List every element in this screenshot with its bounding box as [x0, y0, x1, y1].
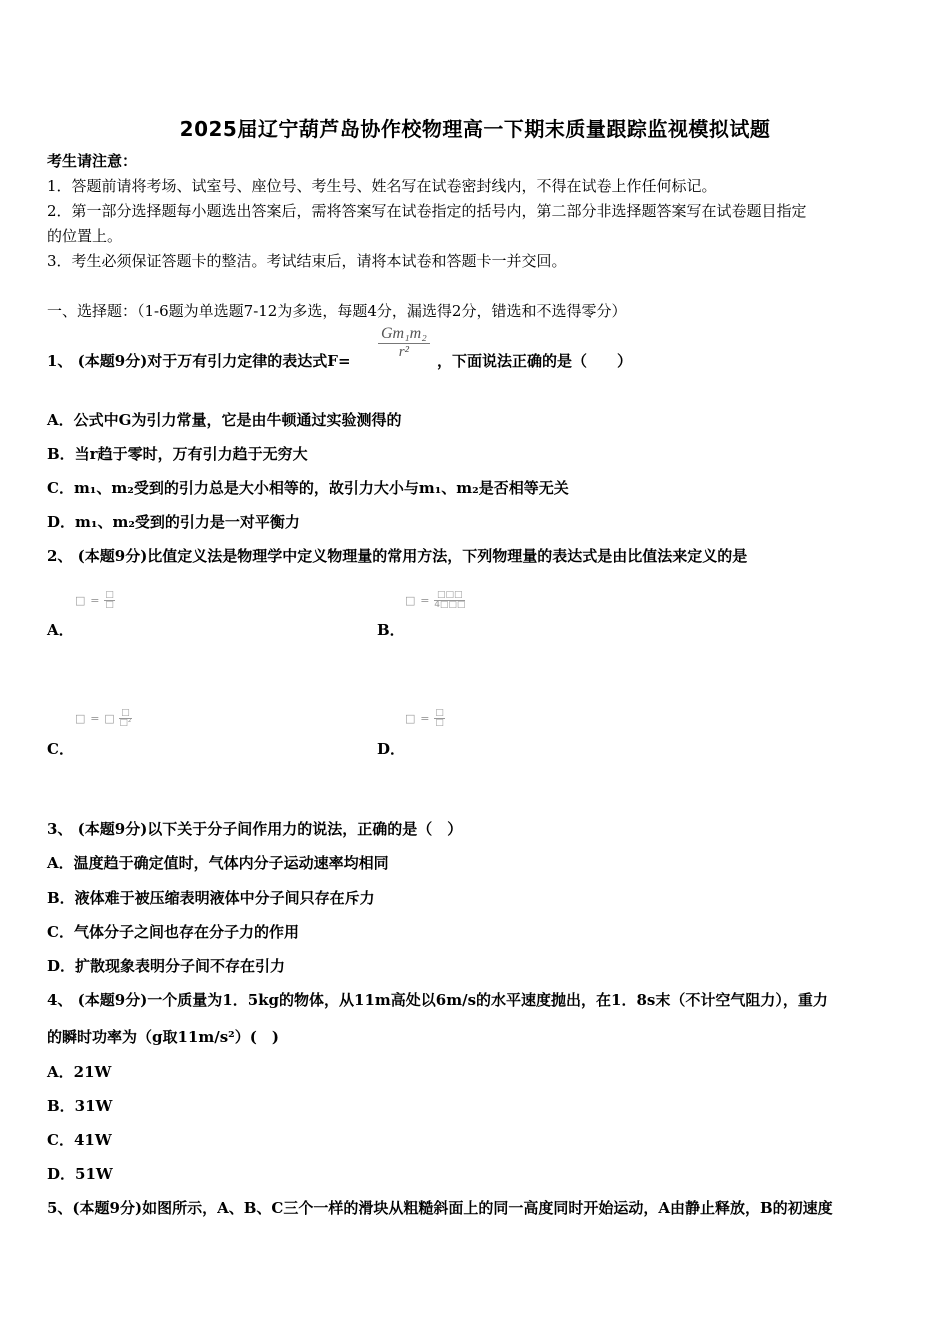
q4-stem-line2: 的瞬时功率为（g取11m/s²）( )	[47, 1028, 279, 1046]
q4-stem-line1: 4、 (本题9分)一个质量为1．5kg的物体，从11m高处以6m/s的水平速度抛出，在1．8s末（不计空气阻力），重力	[47, 991, 828, 1009]
q4-option-b: B．31W	[47, 1097, 113, 1115]
q4-option-c: C．41W	[47, 1131, 112, 1149]
notice-heading: 考生请注意：	[47, 152, 138, 170]
q5-stem: 5、(本题9分)如图所示，A、B、C三个一样的滑块从粗糙斜面上的同一高度同时开始运动，A由静止释放，B的初速度	[47, 1199, 833, 1217]
gravitation-formula	[378, 325, 430, 360]
q1-option-a: A．公式中G为引力常量，它是由牛顿通过实验测得的	[47, 411, 402, 429]
q2-stem: 2、 (本题9分)比值定义法是物理学中定义物理量的常用方法，下列物理量的表达式是由比值法来定义的是	[47, 547, 748, 565]
q2-formula-b: □ = □□□ 4□□□	[405, 589, 466, 610]
formula-denominator: r²	[398, 343, 410, 360]
q4-option-d: D．51W	[47, 1165, 113, 1183]
q3-option-a: A．温度趋于确定值时，气体内分子运动速率均相同	[47, 854, 389, 872]
notice-item-1: 1．答题前请将考场、试室号、座位号、考生号、姓名写在试卷密封线内，不得在试卷上作任何标记。	[47, 177, 717, 195]
q4-option-a: A．21W	[47, 1063, 112, 1081]
notice-item-2-cont: 的位置上。	[47, 227, 123, 245]
q2-option-d-label: D．	[377, 740, 406, 758]
q3-option-d: D．扩散现象表明分子间不存在引力	[47, 957, 286, 975]
notice-item-2: 2．第一部分选择题每小题选出答案后，需将答案写在试卷指定的括号内，第二部分非选择题答案写在试卷题目指定	[47, 202, 807, 220]
notice-item-3: 3．考生必须保证答题卡的整洁。考试结束后，请将本试卷和答题卡一并交回。	[47, 252, 567, 270]
section-heading: 一、选择题：（1-6题为单选题7-12为多选，每题4分，漏选得2分，错选和不选得零分）	[47, 302, 627, 320]
q3-stem: 3、 (本题9分)以下关于分子间作用力的说法，正确的是（ ）	[47, 820, 463, 838]
q1-stem-suffix: ，下面说法正确的是（ ）	[437, 352, 633, 370]
q3-option-b: B．液体难于被压缩表明液体中分子间只存在斥力	[47, 889, 375, 907]
q2-option-a-label: A．	[47, 621, 74, 639]
q2-formula-c: □ = □ □ □²	[75, 707, 132, 728]
q2-formula-a: □ = □ □	[75, 589, 114, 610]
q1-stem-prefix: 1、 (本题9分)对于万有引力定律的表达式F=	[47, 352, 351, 370]
q2-option-b-label: B．	[377, 621, 405, 639]
q3-option-c: C．气体分子之间也存在分子力的作用	[47, 923, 299, 941]
q1-option-b: B．当r趋于零时，万有引力趋于无穷大	[47, 445, 308, 463]
q2-formula-d: □ = □ □	[405, 707, 444, 728]
formula-numerator: Gm₁m₂	[378, 325, 430, 344]
page-title: 2025届辽宁葫芦岛协作校物理高一下期末质量跟踪监视模拟试题	[179, 117, 771, 141]
q1-option-d: D．m₁、m₂受到的引力是一对平衡力	[47, 513, 300, 531]
q2-option-c-label: C．	[47, 740, 74, 758]
q1-option-c: C．m₁、m₂受到的引力总是大小相等的，故引力大小与m₁、m₂是否相等无关	[47, 479, 569, 497]
